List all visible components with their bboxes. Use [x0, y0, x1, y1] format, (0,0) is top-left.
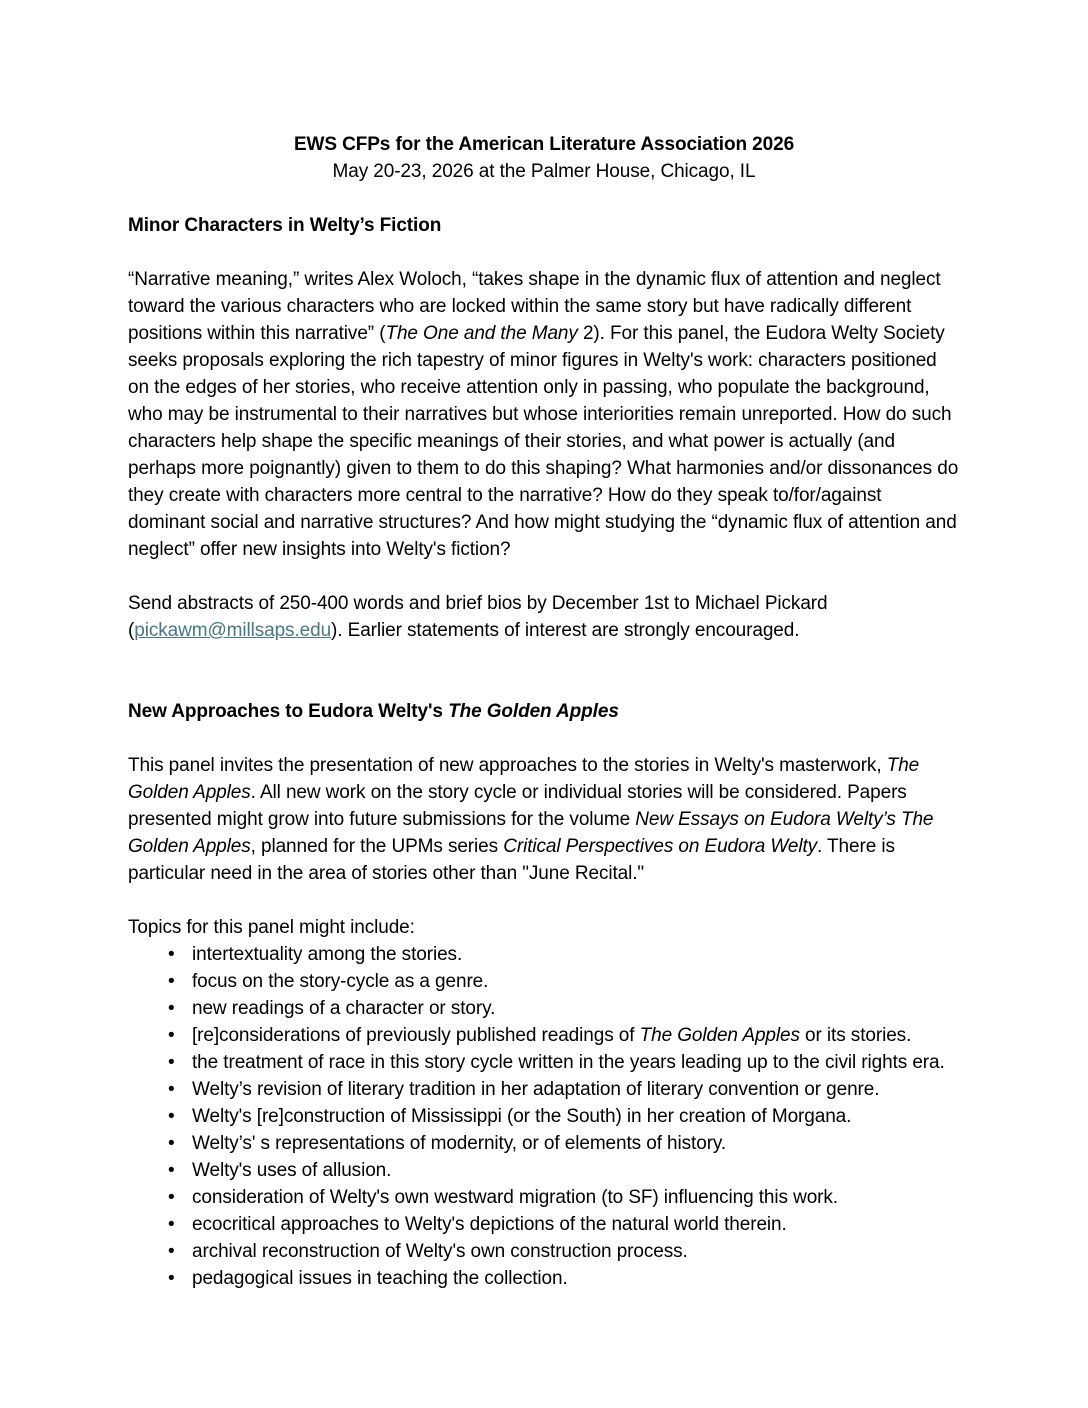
- section-heading: [128, 212, 960, 239]
- text-run: 2). For this panel, the Eudora Welty Society seeks proposals exploring the rich tapestry of minor figures in Welty's work: characters positioned on the edges of her stories, who receive attention only in passing, who populate the background, who may be instrumental to their narratives but whose interiorities remain unreported. How do such characters help shape the specific meanings of their stories, and what power is actually (and perhaps more poignantly) given to them to do this shaping? What harmonies and/or dissonances do they create with characters more central to the narrative? How do they speak to/for/against dominant social and narrative structures? And how might studying the “dynamic flux of attention and neglect” offer new insights into Welty's fiction?: [128, 323, 959, 560]
- document-body: [128, 212, 960, 1292]
- text-run: The Golden Apples: [448, 701, 619, 722]
- topic-item: [128, 1184, 960, 1211]
- topic-item: [128, 941, 960, 968]
- text-run: ). Earlier statements of interest are strongly encouraged.: [331, 620, 800, 641]
- text-run: New Approaches to Eudora Welty's: [128, 701, 449, 722]
- text-run: intertextuality among the stories.: [192, 944, 463, 965]
- text-run: The Golden Apples: [639, 1025, 800, 1046]
- text-run: [re]considerations of previously published readings of: [192, 1025, 640, 1046]
- text-run: “Narrative meaning,” writes Alex Woloch, “takes shape in the dynamic flux of attention and neglect toward the various characters who are locked within the same story but have radically different positions within this narrative” (: [128, 269, 941, 344]
- text-run: Welty's uses of allusion.: [192, 1160, 392, 1181]
- topic-item: [128, 1022, 960, 1049]
- text-run: The One and the Many: [385, 323, 578, 344]
- email-link[interactable]: pickawm@millsaps.edu: [134, 620, 332, 641]
- text-run: pedagogical issues in teaching the collection.: [192, 1268, 568, 1289]
- document-subtitle: May 20-23, 2026 at the Palmer House, Chicago, IL: [332, 161, 756, 182]
- topic-item: [128, 1265, 960, 1292]
- topic-item: [128, 1103, 960, 1130]
- topic-item: [128, 1211, 960, 1238]
- text-run: archival reconstruction of Welty's own construction process.: [192, 1241, 688, 1262]
- text-run: Topics for this panel might include:: [128, 917, 415, 938]
- text-run: consideration of Welty's own westward migration (to SF) influencing this work.: [192, 1187, 838, 1208]
- text-run: Welty's [re]construction of Mississippi (or the South) in her creation of Morgana.: [192, 1106, 852, 1127]
- section-heading: [128, 698, 960, 725]
- text-run: . There is particular need in the area of stories other than "June Recital.": [128, 836, 895, 884]
- topic-item: [128, 1049, 960, 1076]
- text-run: , planned for the UPMs series: [250, 836, 504, 857]
- topic-item: [128, 968, 960, 995]
- text-run: or its stories.: [799, 1025, 912, 1046]
- paragraph: [128, 752, 960, 887]
- text-run: Minor Characters in Welty’s Fiction: [128, 215, 442, 236]
- topic-item: [128, 1157, 960, 1184]
- document-title: EWS CFPs for the American Literature Association 2026: [293, 134, 795, 155]
- text-run: the treatment of race in this story cycle written in the years leading up to the civil rights era.: [192, 1052, 945, 1073]
- text-run: Send abstracts of 250-400 words and brief bios by December 1st to Michael Pickard (: [128, 593, 828, 641]
- text-run: This panel invites the presentation of new approaches to the stories in Welty's masterwork,: [128, 755, 887, 776]
- topic-item: [128, 1076, 960, 1103]
- text-run: new readings of a character or story.: [192, 998, 496, 1019]
- text-run: Critical Perspectives on Eudora Welty: [503, 836, 818, 857]
- paragraph: [128, 914, 960, 941]
- paragraph: [128, 590, 960, 644]
- text-run: New Essays on Eudora Welty’s The Golden Apples: [128, 809, 934, 857]
- topic-item: [128, 1238, 960, 1265]
- topics-list: [128, 941, 960, 1292]
- topic-item: [128, 995, 960, 1022]
- text-run: focus on the story-cycle as a genre.: [192, 971, 489, 992]
- text-run: Welty’s revision of literary tradition in her adaptation of literary convention or genre.: [192, 1079, 880, 1100]
- text-run: Welty’s' s representations of modernity, or of elements of history.: [192, 1133, 727, 1154]
- paragraph: [128, 266, 960, 563]
- topic-item: [128, 1130, 960, 1157]
- text-run: ecocritical approaches to Welty's depictions of the natural world therein.: [192, 1214, 787, 1235]
- text-run: The Golden Apples: [128, 755, 920, 803]
- text-run: . All new work on the story cycle or individual stories will be considered. Papers presented might grow into future submissions for the volume: [128, 782, 907, 830]
